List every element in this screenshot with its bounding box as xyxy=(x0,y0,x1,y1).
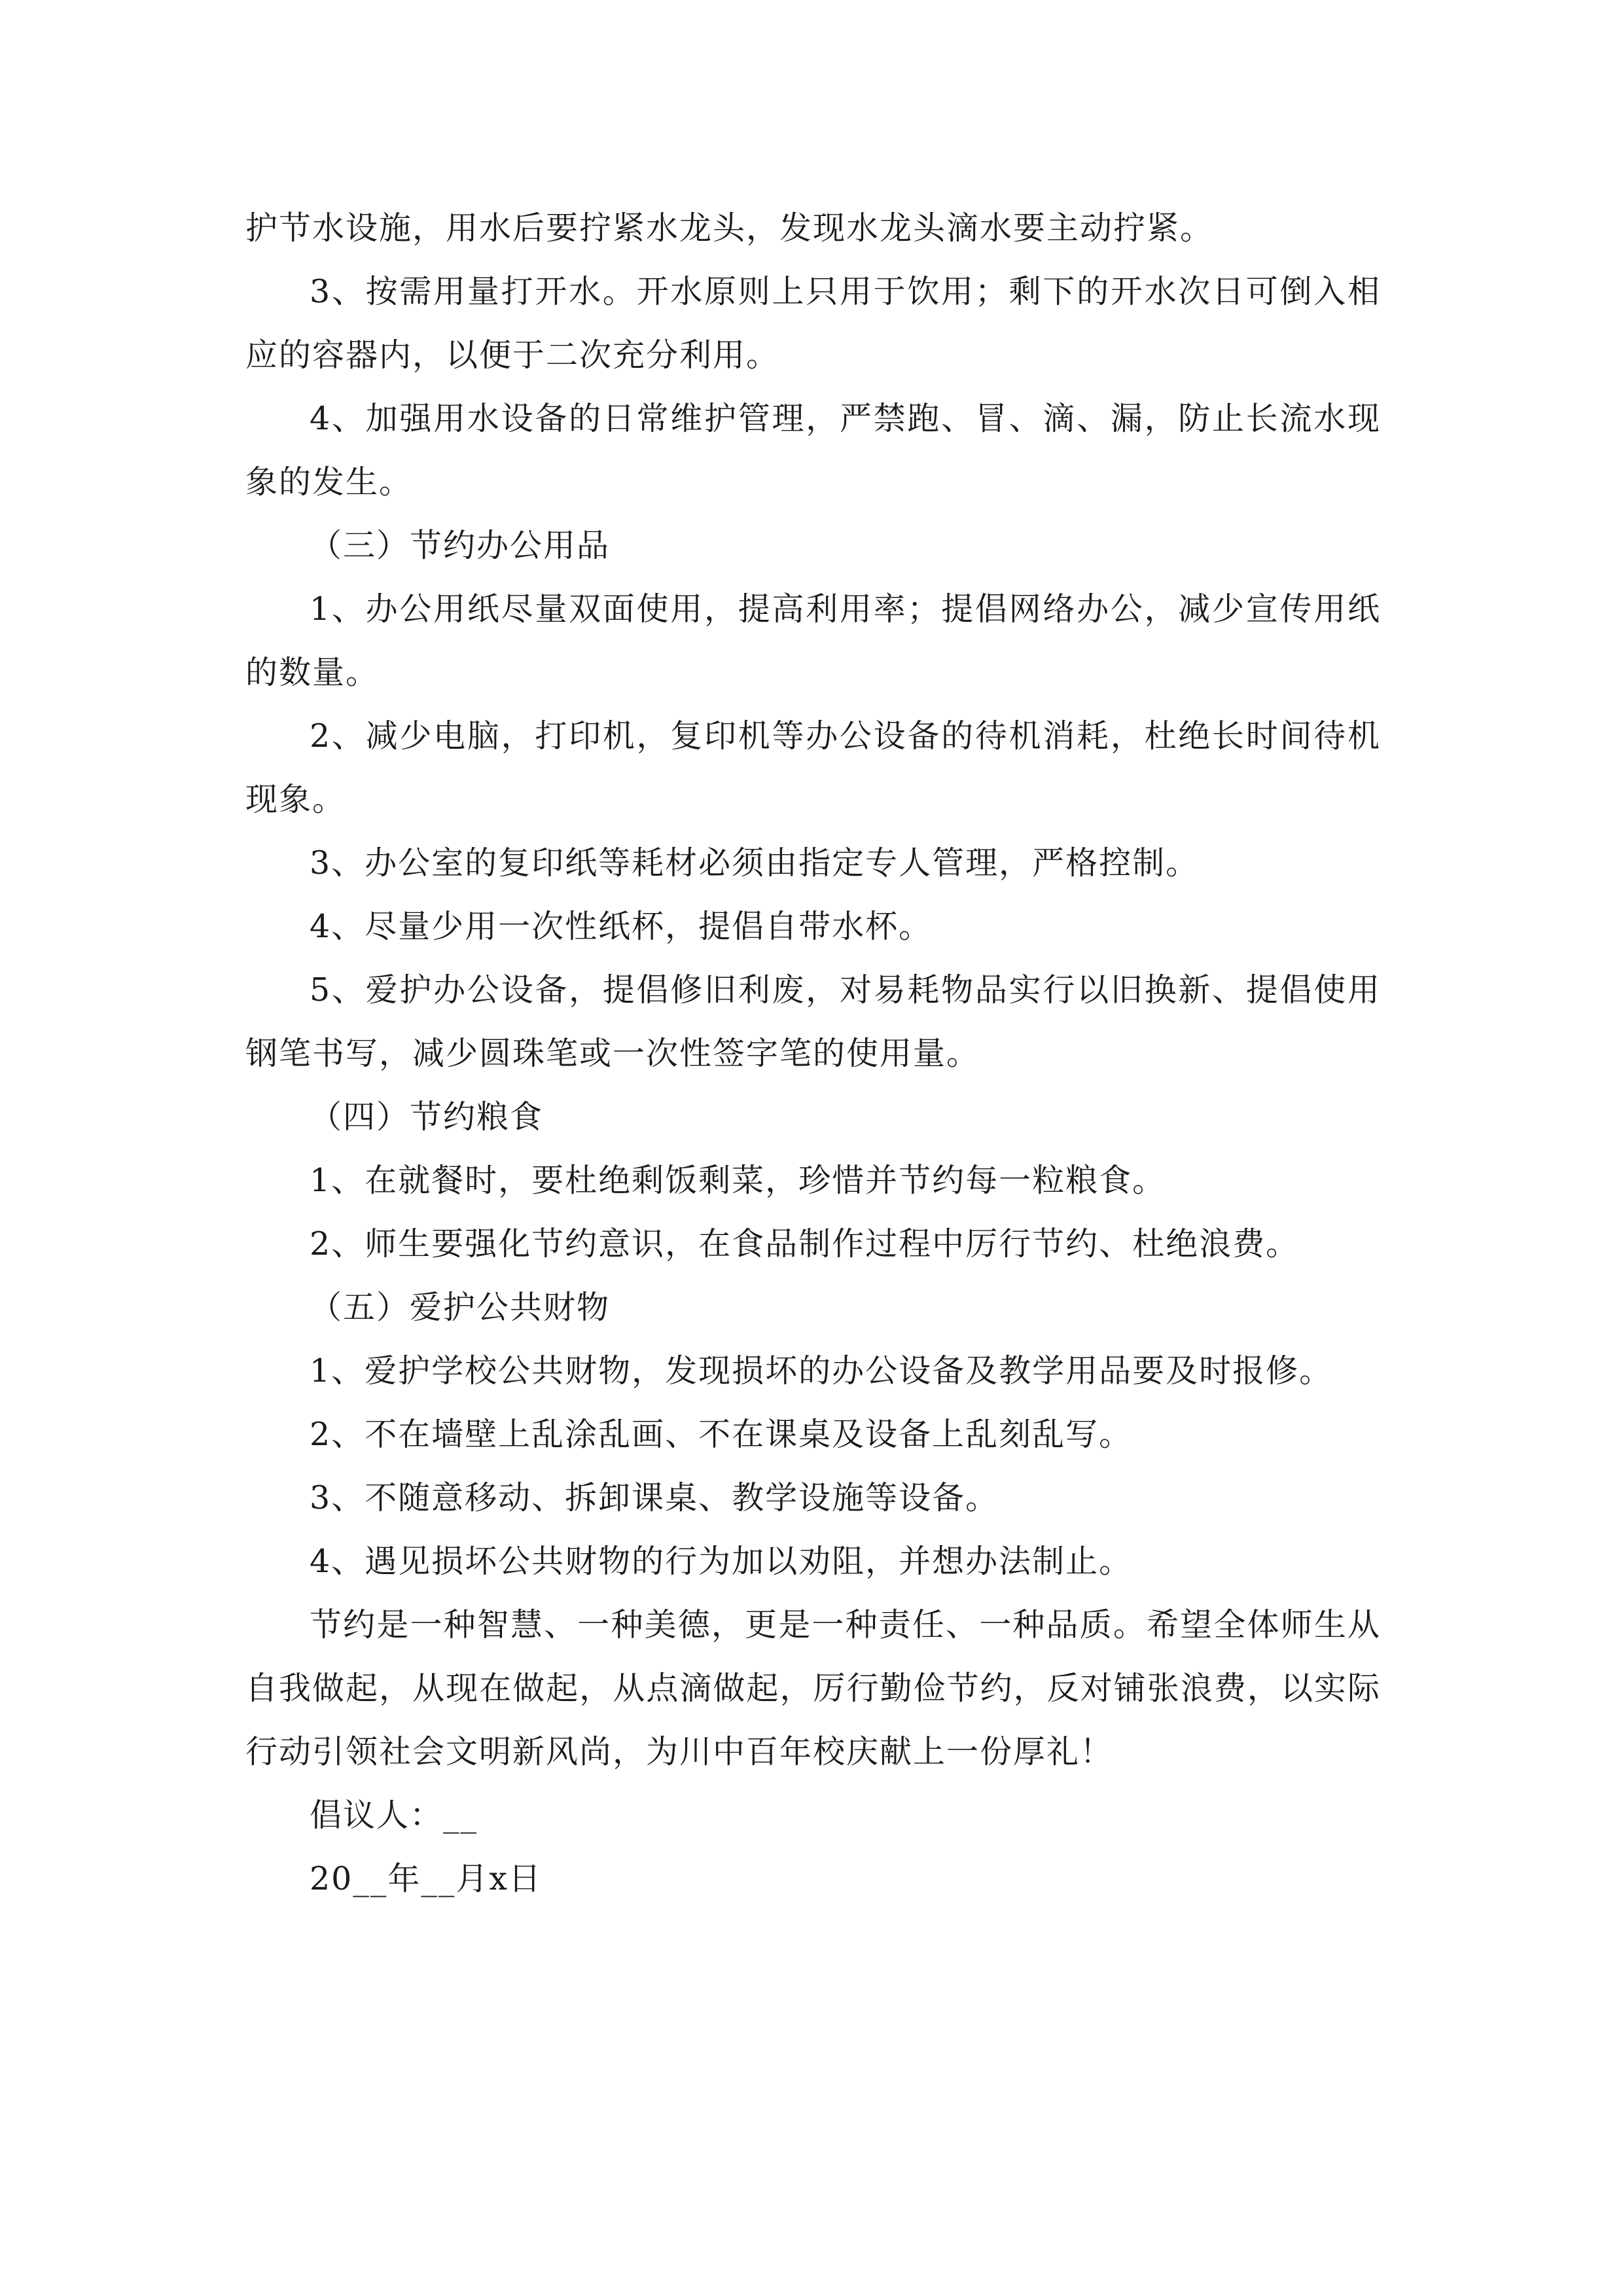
paragraph-water-4: 4、加强用水设备的日常维护管理，严禁跑、冒、滴、漏，防止长流水现象的发生。 xyxy=(245,400,1381,501)
paragraph-food-1: 1、在就餐时，要杜绝剩饭剩菜，珍惜并节约每一粒粮食。 xyxy=(310,1162,1166,1199)
paragraph-property-1: 1、爱护学校公共财物，发现损坏的办公设备及教学用品要及时报修。 xyxy=(310,1352,1333,1390)
initiator-line: 倡议人：__ xyxy=(310,1797,478,1834)
paragraph-office-1: 1、办公用纸尽量双面使用，提高利用率；提倡网络办公，减少宣传用纸的数量。 xyxy=(245,590,1381,691)
paragraph-property-4: 4、遇见损坏公共财物的行为加以劝阻，并想办法制止。 xyxy=(310,1543,1133,1580)
paragraph-office-2: 2、减少电脑，打印机，复印机等办公设备的待机消耗，杜绝长时间待机现象。 xyxy=(245,717,1381,818)
section-heading-public-property: （五）爱护公共财物 xyxy=(310,1289,611,1326)
paragraph-office-5: 5、爱护办公设备，提倡修旧利废，对易耗物品实行以旧换新、提倡使用钢笔书写，减少圆珠笔或一次性签字笔的使用量。 xyxy=(245,971,1381,1072)
paragraph-food-2: 2、师生要强化节约意识，在食品制作过程中厉行节约、杜绝浪费。 xyxy=(310,1225,1300,1263)
paragraph-water-3: 3、按需用量打开水。开水原则上只用于饮用；剩下的开水次日可倒入相应的容器内，以便于二次充分利用。 xyxy=(245,273,1381,374)
section-heading-food: （四）节约粮食 xyxy=(310,1098,544,1136)
document-body xyxy=(245,196,1381,1910)
paragraph-property-2: 2、不在墙壁上乱涂乱画、不在课桌及设备上乱刻乱写。 xyxy=(310,1416,1133,1453)
paragraph-property-3: 3、不随意移动、拆卸课桌、教学设施等设备。 xyxy=(310,1479,999,1516)
paragraph-office-3: 3、办公室的复印纸等耗材必须由指定专人管理，严格控制。 xyxy=(310,844,1200,882)
paragraph-office-4: 4、尽量少用一次性纸杯，提倡自带水杯。 xyxy=(310,908,933,945)
paragraph-water-facilities-cont: 护节水设施，用水后要拧紧水龙头，发现水龙头滴水要主动拧紧。 xyxy=(245,209,1214,247)
paragraph-conclusion: 节约是一种智慧、一种美德，更是一种责任、一种品质。希望全体师生从自我做起，从现在做起，从点滴做起，厉行勤俭节约，反对铺张浪费，以实际行动引领社会文明新风尚，为川中百年校庆献上一份厚礼！ xyxy=(245,1606,1381,1770)
date-line: 20__年__月x日 xyxy=(310,1860,542,1897)
section-heading-office-supplies: （三）节约办公用品 xyxy=(310,527,611,564)
